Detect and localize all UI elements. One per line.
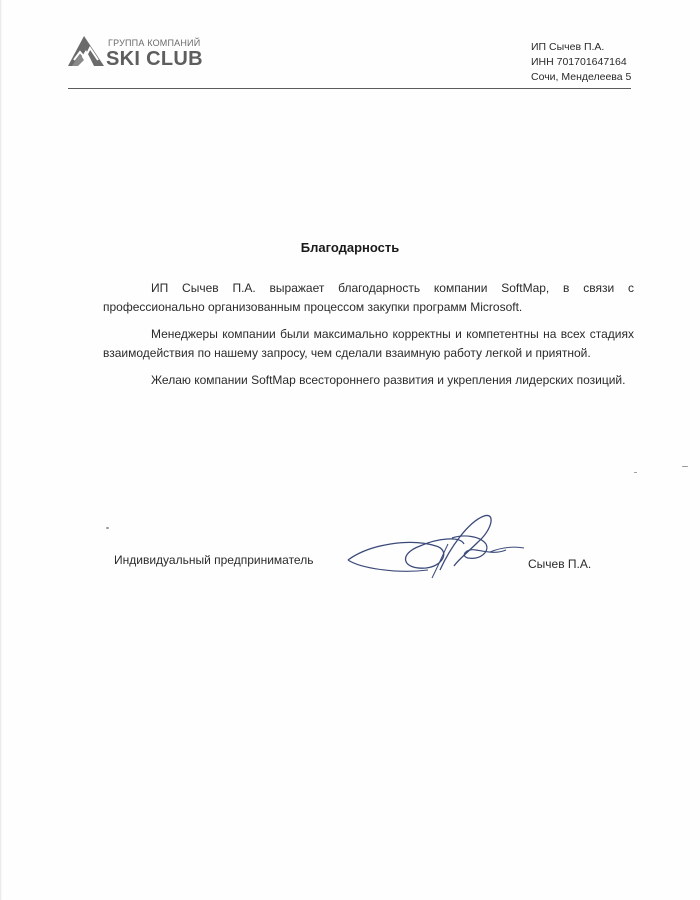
- scan-speck: [106, 527, 109, 529]
- signatory-name: Сычев П.А.: [528, 557, 592, 571]
- letter-paragraph: Желаю компании SoftMap всестороннего развития и укрепления лидерских позиций.: [151, 373, 626, 387]
- sender-address: Сочи, Менделеева 5: [531, 71, 632, 83]
- scan-edge: [0, 0, 2, 900]
- mountain-logo-icon: [68, 34, 104, 68]
- sender-inn: ИНН 701701647164: [531, 56, 627, 68]
- letter-title: Благодарность: [300, 240, 400, 255]
- letter-paragraph: Менеджеры компании были максимально корректны и компетентны на всех стадиях взаимодействия по нашему запросу, чем сделали взаимную работу легкой и приятной.: [103, 327, 634, 360]
- logo-subtitle: ГРУППА КОМПАНИЙ: [108, 38, 201, 48]
- scan-speck: [682, 466, 688, 467]
- logo-name: SKI CLUB: [106, 48, 203, 70]
- letter-paragraph: ИП Сычев П.А. выражает благодарность компании SoftMap, в связи с профессионально организованным процессом закупки программ Microsoft.: [103, 281, 634, 314]
- sender-name: ИП Сычев П.А.: [531, 41, 605, 53]
- handwritten-signature: [340, 508, 540, 588]
- signatory-role: Индивидуальный предприниматель: [114, 553, 314, 567]
- letter-body: [103, 279, 634, 398]
- company-logo: [68, 34, 218, 70]
- header-divider: [68, 88, 631, 89]
- sender-details: [531, 40, 631, 85]
- scan-speck: [634, 472, 637, 473]
